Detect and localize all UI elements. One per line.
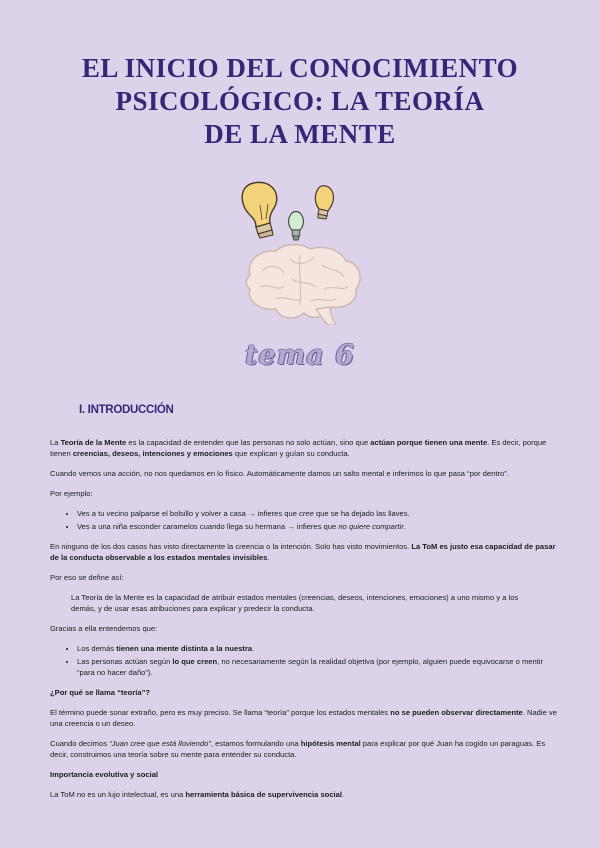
document-body (50, 437, 562, 809)
paragraph: Cuando decimos “Juan cree que está lloviendo”, estamos formulando una hipótesis mental para explicar por qué Juan ha cogido un paraguas. Es decir, construimos una teoría sobre su mente para entender su conducta. (50, 739, 546, 759)
list-item: • Ves a tu vecino palparse el bolsillo y volver a casa → infieres que cree que se ha dejado las llaves. (77, 508, 562, 519)
title-line-1: EL INICIO DEL CONOCIMIENTO (81, 53, 519, 83)
title-line-3: DE LA MENTE (204, 119, 396, 149)
paragraph: Por ejemplo: (50, 489, 93, 498)
paragraph: La ToM no es un lujo intelectual, es una herramienta básica de supervivencia social. (50, 790, 345, 799)
paragraph: En ninguno de los dos casos has visto directamente la creencia o la intención. Solo has visto movimientos. La ToM es justo esa capacidad de pasar de la conducta observable a los estados mentales invisibles. (50, 542, 556, 562)
paragraph: El término puede sonar extraño, pero es muy preciso. Se llama “teoría” porque los estados mentales no se pueden observar directamente. Nadie ve una creencia o un deseo. (50, 708, 557, 728)
lightbulb-icon (315, 186, 333, 219)
lightbulb-icon (289, 212, 304, 241)
subheading: Importancia evolutiva y social (50, 770, 159, 779)
title-line-2: PSICOLÓGICO: LA TEORÍA (115, 86, 485, 116)
definition-quote: La Teoría de la Mente es la capacidad de atribuir estados mentales (creencias, deseos, intenciones, emociones) a uno mismo y a los demás, y de usar esas atribuciones para explicar y predecir la conducta. (71, 593, 519, 613)
paragraph: Cuando vemos una acción, no nos quedamos en lo físico. Automáticamente damos un salto mental e inferimos lo que pasa “por dentro”. (50, 469, 509, 478)
paragraph: La Teoría de la Mente es la capacidad de entender que las personas no solo actúan, sino que actúan porque tienen una mente. Es decir, porque tienen creencias, deseos, intenciones y emociones que explican y guían su conducta. (50, 438, 547, 458)
brain-icon (246, 245, 360, 325)
list-item: • Las personas actúan según lo que creen, no necesariamente según la realidad objetiva (por ejemplo, alguien puede equivocarse o mentir “para no hacer daño”). (77, 656, 562, 678)
list-item: • Los demás tienen una mente distinta a la nuestra. (77, 643, 562, 654)
topic-number: tema 6 (245, 340, 355, 371)
section-heading: I. INTRODUCCIÓN (79, 404, 174, 416)
page-title (0, 52, 600, 151)
lightbulb-icon (242, 182, 277, 238)
subheading: ¿Por qué se llama “teoría”? (50, 688, 151, 697)
paragraph: Gracias a ella entendemos que: (50, 624, 158, 633)
brain-lightbulbs-illustration (236, 175, 368, 325)
paragraph: Por eso se define así: (50, 573, 124, 582)
examples-list (50, 508, 562, 532)
list-item: • Ves a una niña esconder caramelos cuando llega su hermana → infieres que no quiere compartir. (77, 521, 562, 532)
understanding-list (50, 643, 562, 678)
